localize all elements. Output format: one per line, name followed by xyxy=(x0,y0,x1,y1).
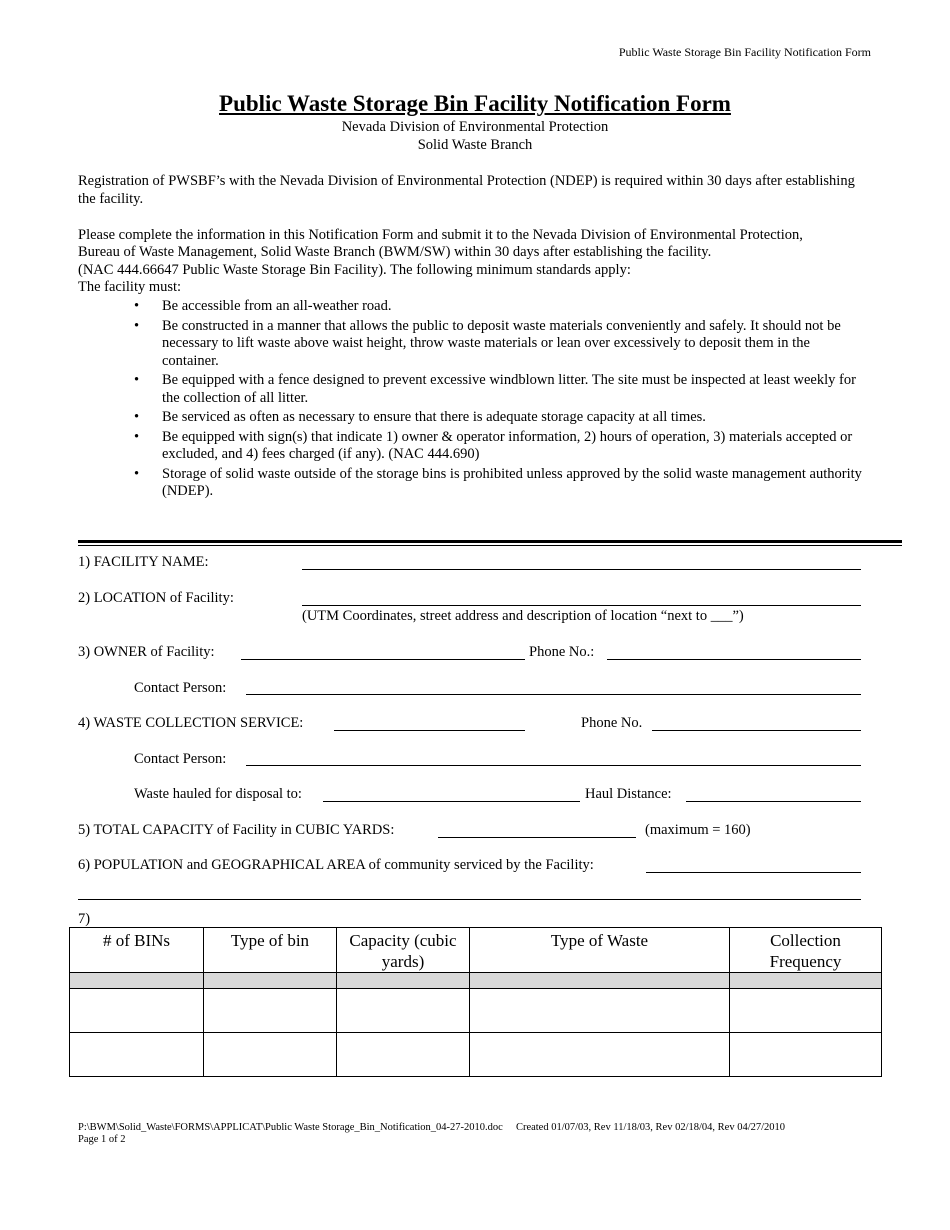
footer-path: P:\BWM\Solid_Waste\FORMS\APPLICAT\Public Waste Storage_Bin_Notification_04-27-2010.doc Created 01/07/03, Rev 11/18/03, Rev 02/18/04, Rev 04/27/2010 xyxy=(78,1122,786,1133)
list-item: • Be equipped with sign(s) that indicate 1) owner & operator information, 2) hours of operation, 3) materials accepted or excluded, and 4) fees charged (if any). (NAC 444.690) xyxy=(134,428,853,462)
table-cell[interactable] xyxy=(470,1033,730,1077)
population-field-continued[interactable] xyxy=(78,899,861,900)
owner-phone-field[interactable] xyxy=(607,659,861,660)
column-header: Type of Waste xyxy=(470,928,730,973)
branch-name: Solid Waste Branch xyxy=(417,137,533,153)
list-item: • Storage of solid waste outside of the storage bins is prohibited unless approved by the solid waste management authority (NDEP). xyxy=(134,465,862,499)
capacity-max: (maximum = 160) xyxy=(645,822,751,838)
bullet-icon: • xyxy=(134,372,140,388)
table-cell[interactable] xyxy=(730,989,882,1033)
waste-service-label: 4) WASTE COLLECTION SERVICE: xyxy=(78,715,304,731)
service-phone-label: Phone No. xyxy=(581,715,643,731)
hauled-field[interactable] xyxy=(323,801,580,802)
owner-phone-label: Phone No.: xyxy=(529,644,595,660)
capacity-field[interactable] xyxy=(438,837,636,838)
table-cell[interactable] xyxy=(70,989,204,1033)
service-phone-field[interactable] xyxy=(652,730,861,731)
table-row xyxy=(70,973,882,989)
capacity-label: 5) TOTAL CAPACITY of Facility in CUBIC YARDS: xyxy=(78,822,395,838)
table-cell[interactable] xyxy=(337,1033,470,1077)
population-label: 6) POPULATION and GEOGRAPHICAL AREA of community serviced by the Facility: xyxy=(78,857,594,873)
location-label: 2) LOCATION of Facility: xyxy=(78,590,234,606)
facility-name-field[interactable] xyxy=(302,569,861,570)
waste-service-field[interactable] xyxy=(334,730,525,731)
running-header: Public Waste Storage Bin Facility Notification Form xyxy=(618,45,871,59)
bullet-icon: • xyxy=(134,317,140,334)
table-row xyxy=(70,1033,882,1077)
table-cell[interactable] xyxy=(337,989,470,1033)
owner-label: 3) OWNER of Facility: xyxy=(78,644,215,660)
table-cell[interactable] xyxy=(70,973,204,989)
location-hint: (UTM Coordinates, street address and description of location “next to ___”) xyxy=(302,608,744,624)
table-cell[interactable] xyxy=(337,973,470,989)
owner-contact-label: Contact Person: xyxy=(134,680,227,696)
location-field[interactable] xyxy=(302,605,861,606)
owner-field[interactable] xyxy=(241,659,525,660)
page-footer xyxy=(78,1122,785,1146)
instructions-line-3: (NAC 444.66647 Public Waste Storage Bin Facility). The following minimum standards apply: xyxy=(78,262,631,278)
table-cell[interactable] xyxy=(204,973,337,989)
instructions-line-2: Bureau of Waste Management, Solid Waste Branch (BWM/SW) within 30 days after establishing the facility. xyxy=(78,244,712,260)
list-item: • Be constructed in a manner that allows the public to deposit waste materials conveniently and safely. It should not be necessary to lift waste above waist height, throw waste materials or lean over excessively to deposit them in the container. xyxy=(134,317,841,369)
facility-name-label: 1) FACILITY NAME: xyxy=(78,554,209,570)
haul-distance-label: Haul Distance: xyxy=(585,786,672,802)
column-header: Capacity (cubic yards) xyxy=(337,928,470,973)
table-cell[interactable] xyxy=(470,989,730,1033)
registration-paragraph: Registration of PWSBF’s with the Nevada Division of Environmental Protection (NDEP) is required within 30 days after establishing the facility. xyxy=(78,173,855,207)
service-contact-field[interactable] xyxy=(246,765,861,766)
haul-distance-field[interactable] xyxy=(686,801,861,802)
population-field[interactable] xyxy=(646,872,861,873)
list-item: • Be accessible from an all-weather road. xyxy=(134,298,392,314)
section-divider xyxy=(78,545,902,546)
table-cell[interactable] xyxy=(730,973,882,989)
facility-must-heading: The facility must: xyxy=(78,279,182,295)
table-cell[interactable] xyxy=(730,1033,882,1077)
hauled-label: Waste hauled for disposal to: xyxy=(134,786,302,802)
list-item: • Be equipped with a fence designed to prevent excessive windblown litter. The site must be inspected at least weekly for the collection of all litter. xyxy=(134,372,856,406)
instructions-line-1: Please complete the information in this Notification Form and submit it to the Nevada Division of Environmental Protection, xyxy=(78,227,803,243)
list-item: • Be serviced as often as necessary to ensure that there is adequate storage capacity at all times. xyxy=(134,409,706,425)
service-contact-label: Contact Person: xyxy=(134,751,227,767)
owner-contact-field[interactable] xyxy=(246,694,861,695)
table-row xyxy=(70,989,882,1033)
column-header: Type of bin xyxy=(204,928,337,973)
bullet-icon: • xyxy=(134,409,140,425)
column-header: # of BINs xyxy=(70,928,204,973)
table-cell[interactable] xyxy=(204,989,337,1033)
table-header-row xyxy=(70,928,882,973)
bins-label: 7) xyxy=(78,911,91,927)
section-divider xyxy=(78,540,902,543)
bullet-icon: • xyxy=(134,428,140,445)
table-cell[interactable] xyxy=(204,1033,337,1077)
table-cell[interactable] xyxy=(470,973,730,989)
column-header: Collection Frequency xyxy=(730,928,882,973)
bullet-icon: • xyxy=(134,465,140,482)
agency-name: Nevada Division of Environmental Protection xyxy=(341,119,609,135)
page-title: Public Waste Storage Bin Facility Notification Form xyxy=(219,91,731,116)
requirements-list xyxy=(78,298,868,503)
bullet-icon: • xyxy=(134,298,140,314)
table-cell[interactable] xyxy=(70,1033,204,1077)
bins-table xyxy=(69,927,882,1077)
page-number: Page 1 of 2 xyxy=(78,1134,126,1145)
